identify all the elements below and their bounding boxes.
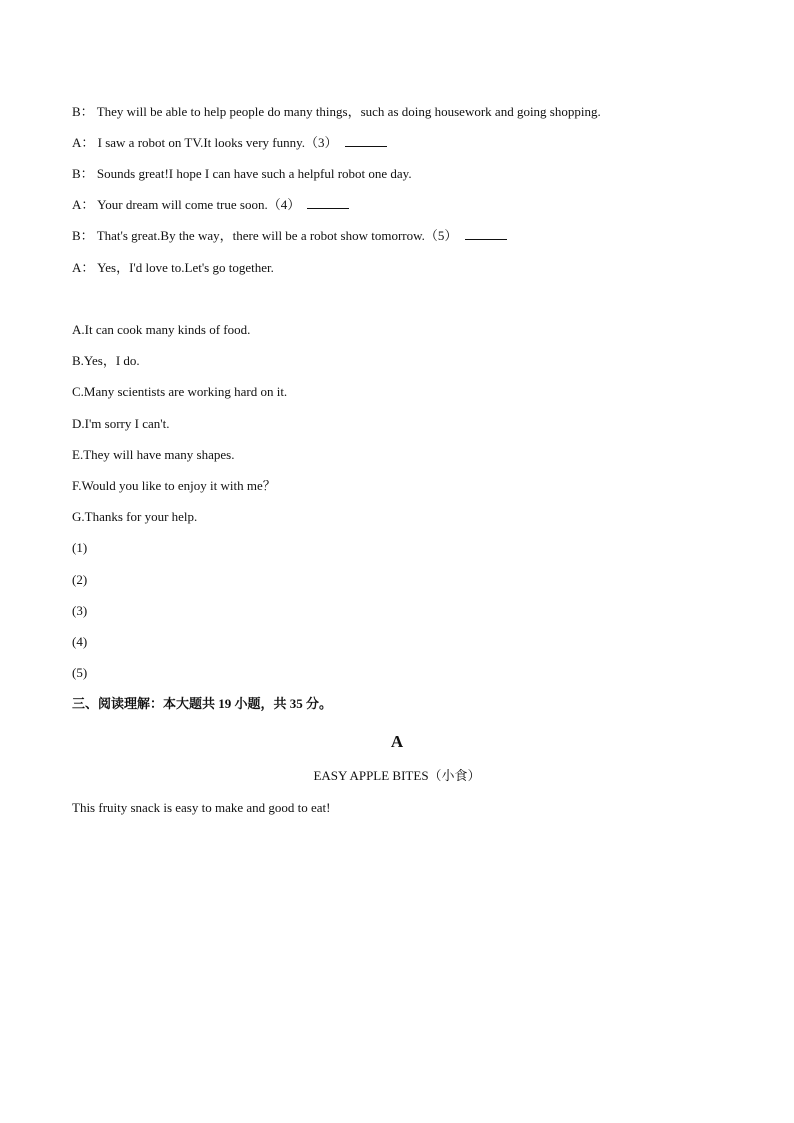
answer-blank-3[interactable]: [345, 135, 387, 147]
dialogue-line-6: [72, 260, 274, 276]
dialogue-line-3: [72, 166, 412, 182]
dialogue-text: They will be able to help people do many things，such as doing housework and going shopping.: [96, 104, 601, 119]
option-d: D.I'm sorry I can't.: [72, 416, 170, 431]
answer-blank-5[interactable]: [465, 228, 507, 240]
passage-title: EASY APPLE BITES（小食）: [313, 768, 481, 783]
dialogue-line-4: [72, 197, 349, 213]
answer-slot-1: (1): [72, 540, 88, 555]
dialogue-text: Your dream will come true soon.（4）: [97, 197, 301, 212]
answer-slot-3: (3): [72, 603, 88, 618]
answer-slot-2: (2): [72, 572, 88, 587]
speaker-label: A：: [72, 260, 95, 275]
option-g: G.Thanks for your help.: [72, 509, 198, 524]
speaker-label: B：: [72, 104, 94, 119]
answer-slot-5: (5): [72, 665, 88, 680]
dialogue-text: Sounds great!I hope I can have such a helpful robot one day.: [96, 166, 412, 181]
option-a: A.It can cook many kinds of food.: [72, 322, 251, 337]
answer-slot-4: (4): [72, 634, 88, 649]
passage-intro: This fruity snack is easy to make and good to eat!: [72, 800, 331, 815]
option-b: B.Yes，I do.: [72, 353, 140, 368]
speaker-label: B：: [72, 166, 94, 181]
speaker-label: A：: [72, 135, 95, 150]
option-f: F.Would you like to enjoy it with me？: [72, 478, 276, 493]
dialogue-line-1: [72, 104, 601, 120]
answer-blank-4[interactable]: [307, 197, 349, 209]
dialogue-line-5: [72, 228, 507, 244]
dialogue-text: I saw a robot on TV.It looks very funny.（3）: [97, 135, 338, 150]
section-heading: 三、阅读理解：本大题共 19 小题，共 35 分。: [72, 696, 333, 711]
dialogue-line-2: [72, 135, 387, 151]
option-c: C.Many scientists are working hard on it.: [72, 384, 288, 399]
option-e: E.They will have many shapes.: [72, 447, 235, 462]
speaker-label: B：: [72, 228, 94, 243]
speaker-label: A：: [72, 197, 95, 212]
dialogue-text: Yes，I'd love to.Let's go together.: [97, 260, 274, 275]
dialogue-text: That's great.By the way，there will be a robot show tomorrow.（5）: [96, 228, 458, 243]
passage-letter: A: [390, 732, 404, 751]
